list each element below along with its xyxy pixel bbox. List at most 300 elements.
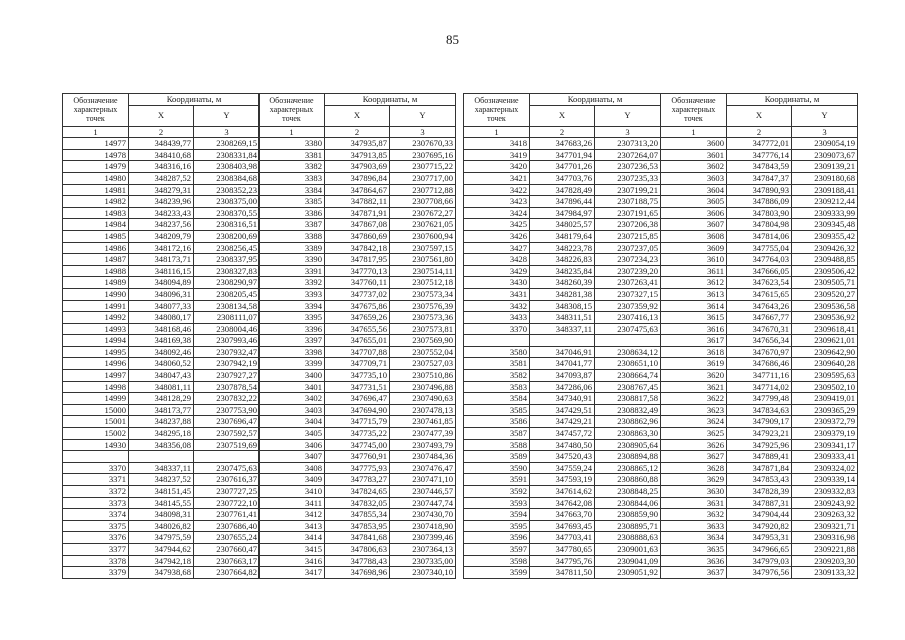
x-header: X [129,105,194,126]
x-value: 347693,45 [530,520,595,532]
table-row [464,567,661,579]
table-row [259,358,456,370]
coordinates-table-2 [258,93,456,579]
x-value: 348092,46 [129,346,194,358]
point-id: 3380 [259,138,325,150]
x-value: 347867,08 [325,219,390,231]
point-id: 3590 [464,462,530,474]
x-value: 347864,67 [325,184,390,196]
x-value: 348237,56 [129,219,194,231]
column-number-2: 2 [530,126,595,138]
x-value: 347737,02 [325,288,390,300]
table-row [661,242,858,254]
point-id: 3622 [661,393,727,405]
table-row [63,138,260,150]
column-number-3: 3 [792,126,858,138]
point-id: 3627 [661,451,727,463]
point-id: 14995 [63,346,129,358]
point-id: 3599 [464,567,530,579]
column-number-2: 2 [325,126,390,138]
point-id: 3605 [661,196,727,208]
y-value: 2308894,88 [595,451,661,463]
y-value: 2307573,34 [390,288,456,300]
point-id: 3413 [259,520,325,532]
table-row [63,439,260,451]
y-value: 2307519,69 [194,439,260,451]
y-value: 2307573,81 [390,323,456,335]
y-value: 2307715,22 [390,161,456,173]
point-id: 3596 [464,532,530,544]
point-id: 3416 [259,555,325,567]
x-value: 347559,24 [530,462,595,474]
x-value: 347803,90 [727,207,792,219]
table-row [661,288,858,300]
point-id: 15001 [63,416,129,428]
x-value: 347903,69 [325,161,390,173]
y-value: 2307476,47 [390,462,456,474]
table-row [259,323,456,335]
y-value: 2309316,98 [792,532,858,544]
point-id: 3618 [661,346,727,358]
y-value: 2307527,03 [390,358,456,370]
point-id: 3624 [661,416,727,428]
x-value: 347896,84 [325,172,390,184]
point-id: 3607 [661,219,727,231]
x-value: 347780,65 [530,543,595,555]
x-value: 348096,31 [129,288,194,300]
y-value: 2308134,58 [194,300,260,312]
x-value: 347457,72 [530,428,595,440]
table-row [661,451,858,463]
y-value: 2308634,12 [595,346,661,358]
table-row [259,254,456,266]
x-value: 347670,31 [727,323,792,335]
x-value: 347683,26 [530,138,595,150]
y-value: 2307416,13 [595,312,661,324]
point-id: 3385 [259,196,325,208]
table-row [464,219,661,231]
y-value: 2309139,21 [792,161,858,173]
table-row [661,277,858,289]
table-row [464,393,661,405]
x-value: 347817,95 [325,254,390,266]
x-value: 347711,16 [727,370,792,382]
x-value: 347828,39 [727,486,792,498]
table-row [63,230,260,242]
point-id: 3402 [259,393,325,405]
y-value: 2307552,04 [390,346,456,358]
table-row [464,346,661,358]
point-id: 3428 [464,254,530,266]
x-value: 347701,26 [530,161,595,173]
x-value: 347841,68 [325,532,390,544]
table-row [661,428,858,440]
table-row [63,312,260,324]
column-number-3: 3 [194,126,260,138]
y-value: 2308316,51 [194,219,260,231]
x-value: 347670,97 [727,346,792,358]
x-value [129,451,194,463]
x-value: 347871,84 [727,462,792,474]
coordinates-table-4 [660,93,858,579]
x-value: 348179,64 [530,230,595,242]
y-value: 2309203,30 [792,555,858,567]
y-value: 2307340,10 [390,567,456,579]
point-id: 3409 [259,474,325,486]
y-value: 2309379,19 [792,428,858,440]
y-value: 2308200,69 [194,230,260,242]
table-row [259,474,456,486]
point-id: 14993 [63,323,129,335]
point-id: 3411 [259,497,325,509]
point-id: 3603 [661,172,727,184]
x-value: 347770,13 [325,265,390,277]
y-value: 2307490,63 [390,393,456,405]
y-value: 2307430,70 [390,509,456,521]
x-value: 347853,43 [727,474,792,486]
y-value: 2307235,33 [595,172,661,184]
y-value: 2309180,68 [792,172,858,184]
x-value: 347942,18 [129,555,194,567]
table-row [63,370,260,382]
y-value: 2307206,38 [595,219,661,231]
x-value: 347093,87 [530,370,595,382]
y-header: Y [390,105,456,126]
table-row [63,474,260,486]
point-id: 3601 [661,149,727,161]
y-value: 2308269,15 [194,138,260,150]
column-number-2: 2 [727,126,792,138]
table-row [464,451,661,463]
x-value: 347675,86 [325,300,390,312]
y-value: 2307621,05 [390,219,456,231]
y-value: 2307712,88 [390,184,456,196]
coordinates-table-3 [463,93,661,579]
y-value: 2307592,57 [194,428,260,440]
point-id: 3633 [661,520,727,532]
point-id: 3408 [259,462,325,474]
y-value: 2307493,79 [390,439,456,451]
point-id: 3626 [661,439,727,451]
point-id: 14985 [63,230,129,242]
point-id: 3405 [259,428,325,440]
x-value: 347480,50 [530,439,595,451]
y-value: 2309372,79 [792,416,858,428]
x-value: 347041,77 [530,358,595,370]
y-value: 2307215,85 [595,230,661,242]
y-value: 2307878,54 [194,381,260,393]
y-value: 2309324,02 [792,462,858,474]
table-row [259,543,456,555]
table-row [259,381,456,393]
x-value: 348439,77 [129,138,194,150]
table-row [259,161,456,173]
table-row [259,567,456,579]
table-row [259,532,456,544]
x-value: 347703,41 [530,532,595,544]
point-id: 3616 [661,323,727,335]
y-value: 2309133,32 [792,567,858,579]
point-id: 3379 [63,567,129,579]
table-row [661,404,858,416]
x-value: 347923,21 [727,428,792,440]
y-value: 2307263,41 [595,277,661,289]
point-id: 3425 [464,219,530,231]
point-id: 3430 [464,277,530,289]
y-value: 2307695,16 [390,149,456,161]
point-id: 14982 [63,196,129,208]
point-id: 15000 [63,404,129,416]
x-value: 347938,68 [129,567,194,579]
y-value: 2309051,92 [595,567,661,579]
x-value: 348316,16 [129,161,194,173]
x-value: 348169,38 [129,335,194,347]
table-row [661,462,858,474]
table-row [259,370,456,382]
table-row [63,532,260,544]
point-id: 3394 [259,300,325,312]
table-row [464,543,661,555]
x-value: 348226,83 [530,254,595,266]
table-row [259,149,456,161]
y-value: 2307616,37 [194,474,260,486]
table-row [63,393,260,405]
table-row [464,335,661,347]
x-value: 348173,71 [129,254,194,266]
point-id: 3418 [464,138,530,150]
point-id: 14986 [63,242,129,254]
y-value: 2308205,45 [194,288,260,300]
y-value: 2307478,13 [390,404,456,416]
table-row [259,184,456,196]
y-value: 2309188,41 [792,184,858,196]
x-value: 347979,03 [727,555,792,567]
point-id: 3604 [661,184,727,196]
table-row [464,288,661,300]
x-value: 347853,95 [325,520,390,532]
point-id: 3593 [464,497,530,509]
x-value: 347935,87 [325,138,390,150]
point-label-header: Обозначение характерных точек [259,94,325,127]
y-value: 2307573,36 [390,312,456,324]
point-id: 14997 [63,370,129,382]
point-id: 3591 [464,474,530,486]
y-value: 2307461,85 [390,416,456,428]
y-value: 2308651,10 [595,358,661,370]
x-value: 347953,31 [727,532,792,544]
y-value: 2309212,44 [792,196,858,208]
table-row [464,520,661,532]
table-row [661,486,858,498]
point-id: 3620 [661,370,727,382]
table-row [464,138,661,150]
y-value: 2307686,40 [194,520,260,532]
table-row [661,532,858,544]
y-value: 2307234,23 [595,254,661,266]
table-row [259,277,456,289]
point-id: 3421 [464,172,530,184]
table-row [661,346,858,358]
table-row [661,358,858,370]
table-row [661,196,858,208]
table-row [259,520,456,532]
y-value: 2308848,25 [595,486,661,498]
point-id: 3632 [661,509,727,521]
point-id: 3595 [464,520,530,532]
x-value: 347340,91 [530,393,595,405]
table-row [259,219,456,231]
table-row [63,335,260,347]
table-row [464,161,661,173]
table-row [661,207,858,219]
point-id: 3390 [259,254,325,266]
point-id: 3429 [464,265,530,277]
y-value: 2307664,82 [194,567,260,579]
x-value: 347520,43 [530,451,595,463]
y-header: Y [792,105,858,126]
table-row [661,381,858,393]
point-id: 14984 [63,219,129,231]
x-value: 347655,01 [325,335,390,347]
table-row [259,288,456,300]
table-row [63,300,260,312]
table-row [661,219,858,231]
x-value: 348337,11 [530,323,595,335]
point-id: 14989 [63,277,129,289]
x-value: 347286,06 [530,381,595,393]
point-id [464,335,530,347]
table-row [259,497,456,509]
table-row [661,520,858,532]
x-value: 348239,96 [129,196,194,208]
point-id: 14979 [63,161,129,173]
x-value: 347834,63 [727,404,792,416]
x-value: 347714,02 [727,381,792,393]
x-value: 348311,51 [530,312,595,324]
x-value: 347701,94 [530,149,595,161]
table-row [63,404,260,416]
point-id: 3625 [661,428,727,440]
table-row [661,497,858,509]
point-id: 3374 [63,509,129,521]
y-value: 2307660,47 [194,543,260,555]
point-id: 3370 [63,462,129,474]
x-value: 347764,03 [727,254,792,266]
table-row [464,474,661,486]
point-id: 3582 [464,370,530,382]
x-value: 347828,49 [530,184,595,196]
y-value: 2307832,22 [194,393,260,405]
y-value: 2308384,68 [194,172,260,184]
y-value: 2309345,48 [792,219,858,231]
x-value: 347811,50 [530,567,595,579]
point-id: 3395 [259,312,325,324]
table-row [464,555,661,567]
x-value: 347925,96 [727,439,792,451]
x-value: 348308,15 [530,300,595,312]
x-value: 347944,62 [129,543,194,555]
x-value: 348145,55 [129,497,194,509]
x-value: 347783,27 [325,474,390,486]
table-row [63,346,260,358]
table-row [464,230,661,242]
table-row [259,416,456,428]
point-id: 3382 [259,161,325,173]
column-number-1: 1 [464,126,530,138]
x-value: 348081,11 [129,381,194,393]
y-value: 2308403,98 [194,161,260,173]
y-value: 2309640,28 [792,358,858,370]
table-row [464,416,661,428]
coordinates-header: Координаты, м [129,94,260,106]
y-value: 2307475,63 [194,462,260,474]
x-value: 347804,98 [727,219,792,231]
y-value: 2309419,01 [792,393,858,405]
column-number-3: 3 [595,126,661,138]
table-row [259,242,456,254]
point-id: 3407 [259,451,325,463]
point-id: 3628 [661,462,727,474]
y-value: 2307727,25 [194,486,260,498]
y-value: 2308862,96 [595,416,661,428]
point-id: 3585 [464,404,530,416]
column-number-2: 2 [129,126,194,138]
y-value: 2307313,20 [595,138,661,150]
table-row [259,462,456,474]
table-row [464,149,661,161]
point-id: 3602 [661,161,727,173]
y-value: 2307708,66 [390,196,456,208]
x-value: 347686,46 [727,358,792,370]
point-id: 3422 [464,184,530,196]
point-id: 3606 [661,207,727,219]
point-id: 3372 [63,486,129,498]
table-row [464,486,661,498]
table-row [63,520,260,532]
x-value: 347909,17 [727,416,792,428]
point-id: 14981 [63,184,129,196]
y-value: 2307722,10 [194,497,260,509]
x-value: 347871,91 [325,207,390,219]
y-value: 2307199,21 [595,184,661,196]
table-row [464,172,661,184]
x-header: X [530,105,595,126]
x-value: 347824,65 [325,486,390,498]
y-value: 2309536,92 [792,312,858,324]
point-id: 3612 [661,277,727,289]
table-row [661,474,858,486]
table-row [464,277,661,289]
table-row [464,196,661,208]
point-id: 3615 [661,312,727,324]
y-value: 2307191,65 [595,207,661,219]
x-value: 348287,52 [129,172,194,184]
y-value: 2307496,88 [390,381,456,393]
y-value: 2308767,45 [595,381,661,393]
table-row [464,242,661,254]
table-row [661,149,858,161]
point-id: 3386 [259,207,325,219]
table-row [464,300,661,312]
point-id: 3592 [464,486,530,498]
x-value: 347667,77 [727,312,792,324]
y-value: 2309355,42 [792,230,858,242]
table-row [259,335,456,347]
table-row [661,161,858,173]
table-row [63,358,260,370]
point-id: 14983 [63,207,129,219]
x-value: 348223,78 [530,242,595,254]
